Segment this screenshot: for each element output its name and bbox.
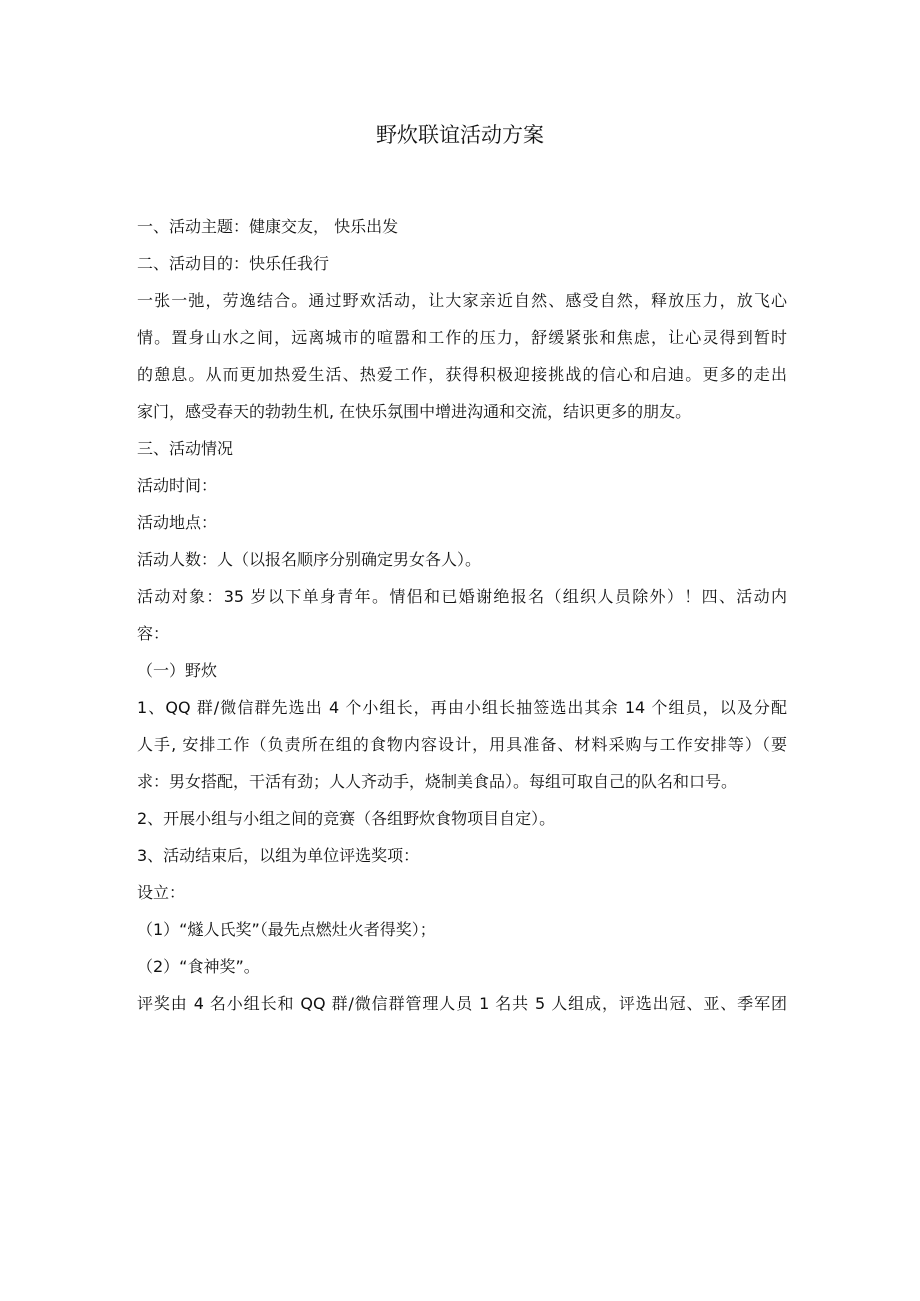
paragraph-line: 情。置身山水之间，远离城市的喧嚣和工作的压力，舒缓紧张和焦虑，让心灵得到暂时 — [137, 328, 787, 347]
paragraph-line: 1、QQ 群/微信群先选出 4 个小组长，再由小组长抽签选出其余 14 个组员，以及分配 — [137, 698, 787, 717]
paragraph-line: 求：男女搭配，干活有劲；人人齐动手，烧制美食品）。每组可取自己的队名和口号。 — [137, 772, 738, 791]
paragraph-line: 人手, 安排工作（负责所在组的食物内容设计，用具准备、材料采购与工作安排等）（要 — [137, 735, 787, 754]
paragraph-line: 一张一弛，劳逸结合。通过野欢活动，让大家亲近自然、感受自然，释放压力，放飞心 — [137, 291, 787, 310]
award-1: （1）“燧人氏奖”（最先点燃灶火者得奖）； — [137, 920, 436, 939]
activity-count: 活动人数：人（以报名顺序分别确定男女各人）。 — [137, 550, 482, 569]
section-theme: 一、活动主题：健康交友， 快乐出发 — [137, 217, 399, 236]
paragraph-line: 容： — [137, 624, 170, 643]
paragraph-line: 家门，感受春天的勃勃生机, 在快乐氛围中增进沟通和交流，结识更多的朋友。 — [137, 402, 692, 421]
award-2: （2）“食神奖”。 — [137, 957, 260, 976]
page-title: 野炊联谊活动方案 — [376, 123, 544, 147]
judging-line: 评奖由 4 名小组长和 QQ 群/微信群管理人员 1 名共 5 人组成，评选出冠、亚、季军团 — [137, 994, 787, 1013]
document-body — [137, 212, 787, 1026]
paragraph-line: 活动对象：35 岁以下单身青年。情侣和已婚谢绝报名（组织人员除外）！四、活动内 — [137, 587, 787, 606]
item-3: 3、活动结束后，以组为单位评选奖项： — [137, 846, 420, 865]
section-goal-heading: 二、活动目的：快乐任我行 — [137, 254, 330, 273]
item-1-paragraph — [137, 693, 787, 797]
item-2: 2、开展小组与小组之间的竞赛（各组野炊食物项目自定）。 — [137, 809, 556, 828]
goal-paragraph — [137, 286, 787, 427]
target-paragraph — [137, 582, 787, 649]
paragraph-line: 的憩息。从而更加热爱生活、热爱工作，获得积极迎接挑战的信心和启迪。更多的走出 — [137, 365, 787, 384]
activity-place: 活动地点： — [137, 513, 218, 532]
section-situation-heading: 三、活动情况 — [137, 439, 234, 458]
activity-time: 活动时间： — [137, 476, 218, 495]
subsection-heading: （一）野炊 — [137, 661, 218, 680]
setup-label: 设立： — [137, 883, 186, 902]
